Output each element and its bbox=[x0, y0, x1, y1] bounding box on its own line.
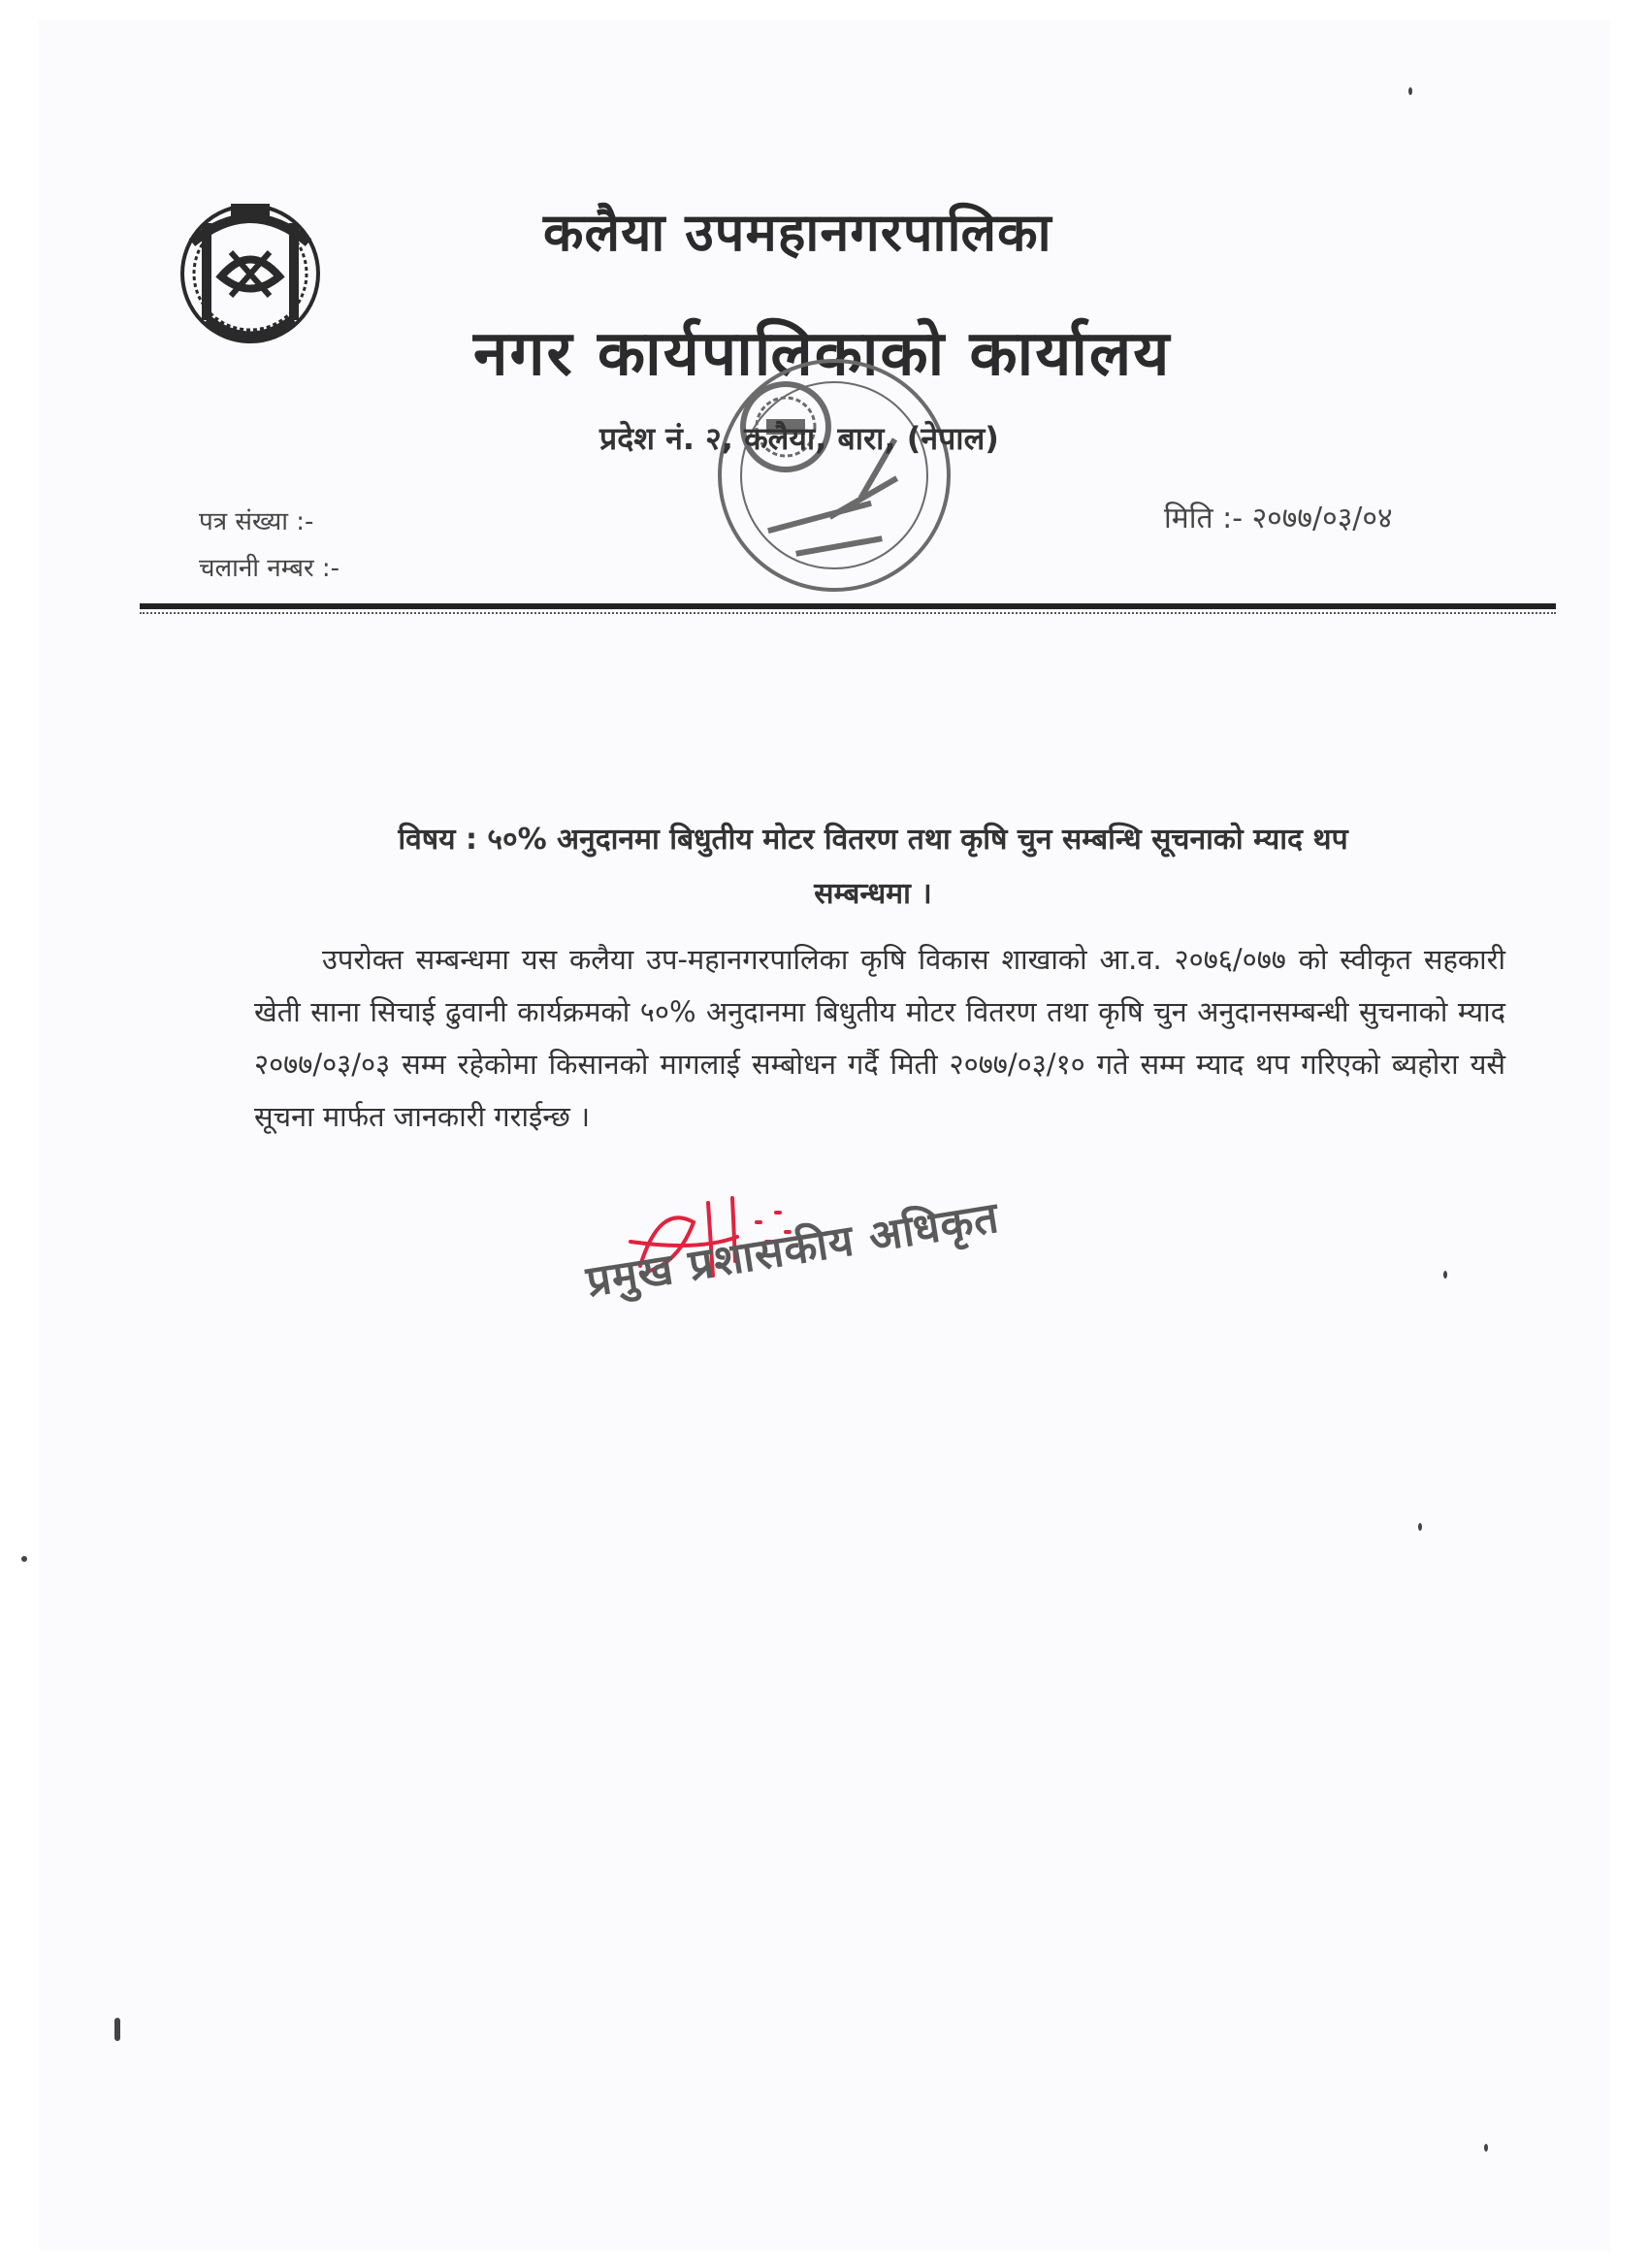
paper-speck bbox=[1418, 1523, 1422, 1531]
body-paragraph: उपरोक्त सम्बन्धमा यस कलैया उप-महानगरपालिका कृषि विकास शाखाको आ.व. २०७६/०७७ को स्वीकृत सहकारी खेती साना सिचाई ढुवानी कार्यक्रमको ५०% अनुदानमा बिधुतीय मोटर वितरण तथा कृषि चुन अनुदानसम्बन्धी सुचनाको म्याद २०७७/०३/०३ सम्म रहेकोमा किसानको मागलाई सम्बोधन गर्दै मिती २०७७/०३/१० गते सम्म म्याद थप गरिएको ब्यहोरा यसै सूचना मार्फत जानकारी गराईन्छ । bbox=[254, 943, 1505, 1133]
subject-line-2: सम्बन्धमा । bbox=[814, 877, 932, 911]
office-address: प्रदेश नं. २, कलैया, बारा, (नेपाल) bbox=[599, 420, 999, 457]
paper-speck bbox=[1443, 1271, 1447, 1279]
paper-speck bbox=[1484, 2144, 1488, 2152]
paper-speck bbox=[1408, 87, 1412, 95]
office-round-stamp-icon bbox=[708, 349, 960, 601]
office-name: नगर कार्यपालिकाको कार्यालय bbox=[473, 318, 1172, 390]
date-line: मिति :- २०७७/०३/०४ bbox=[1164, 502, 1393, 535]
signatory-title-stamp: प्रमुख प्रशासकीय अधिकृत bbox=[583, 1192, 1003, 1308]
subject-line-1: विषय : ५०% अनुदानमा बिधुतीय मोटर वितरण तथा कृषि चुन सम्बन्धि सूचनाको म्याद थप bbox=[398, 823, 1348, 857]
paper-speck bbox=[21, 1556, 27, 1562]
municipality-name: कलैया उपमहानगरपालिका bbox=[543, 202, 1052, 263]
header-divider bbox=[140, 603, 1556, 609]
subject-block bbox=[262, 813, 1484, 922]
dispatch-number-label: चलानी नम्बर :- bbox=[199, 554, 340, 583]
letter-number-label: पत्र संख्या :- bbox=[199, 507, 314, 536]
nepal-government-emblem-icon bbox=[163, 184, 338, 359]
header-divider-secondary bbox=[140, 612, 1556, 614]
paper-speck bbox=[114, 2018, 120, 2041]
